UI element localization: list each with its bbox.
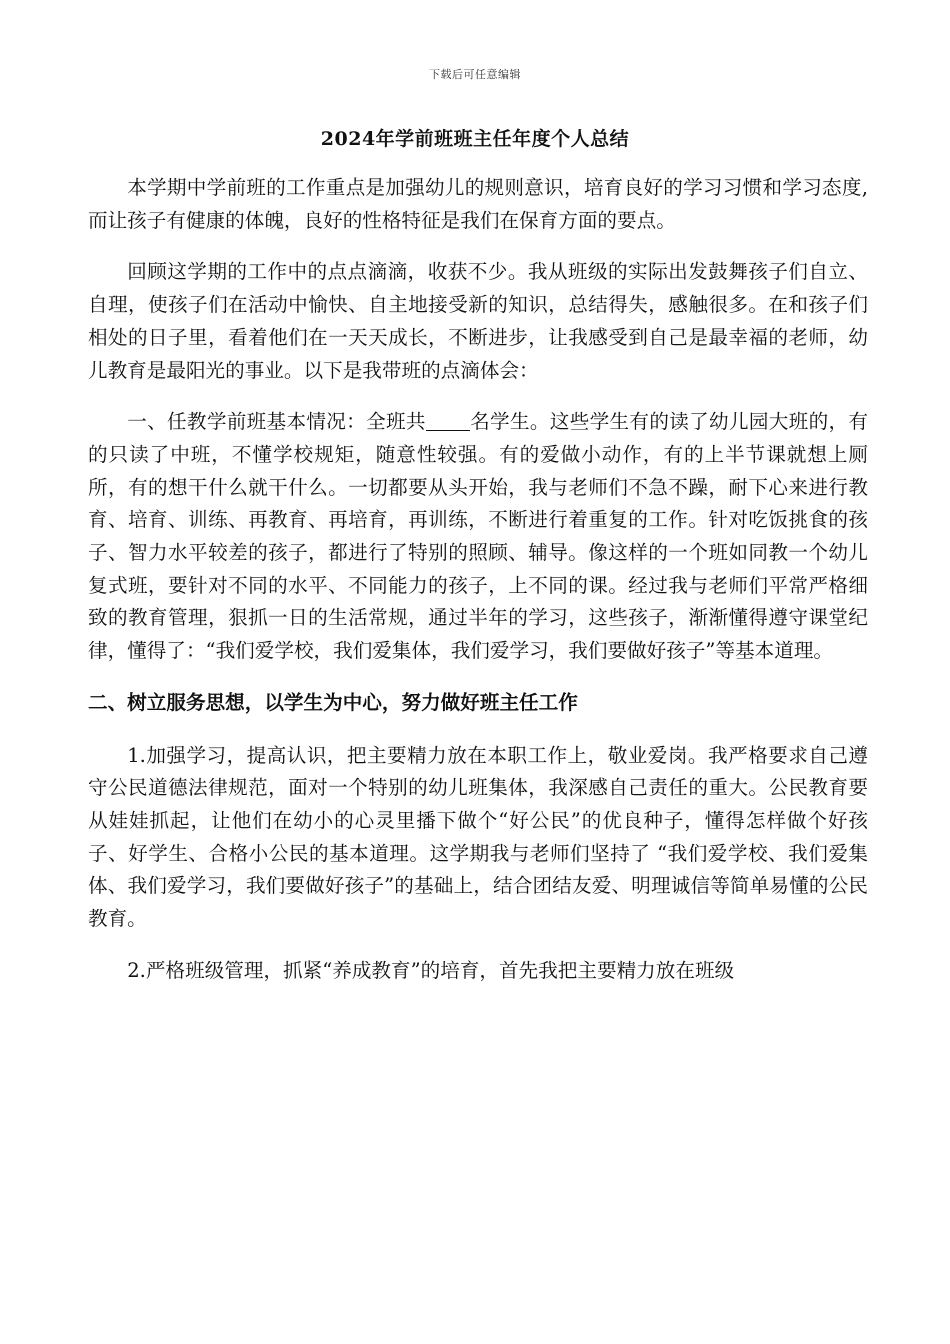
paragraph-item-two: 2.严格班级管理，抓紧“养成教育”的培育，首先我把主要精力放在班级	[127, 958, 735, 982]
paragraph-section-one	[88, 406, 868, 668]
section-one-text-start: 一、任教学前班基本情况：全班共	[127, 410, 426, 434]
section-two-heading: 二、树立服务思想，以学生为中心，努力做好班主任工作	[88, 690, 578, 714]
paragraph-item-one: 1.加强学习，提高认识，把主要精力放在本职工作上，敬业爱岗。我严格要求自己遵守公民道德法律规范，面对一个特别的幼儿班集体，我深感自己责任的重大。公民教育要从娃娃抓起，让他们在幼小的心灵里播下做个“好公民”的优良种子，懂得怎样做个好孩子、好学生、合格小公民的基本道理。这学期我与老师们坚持了 “我们爱学校、我们爱集体、我们爱学习，我们要做好孩子”的基础上，结合团结友爱、明理诚信等简单易懂的公民教育。	[88, 743, 868, 931]
paragraph-review: 回顾这学期的工作中的点点滴滴，收获不少。我从班级的实际出发鼓舞孩子们自立、自理，使孩子们在活动中愉快、自主地接受新的知识，总结得失，感触很多。在和孩子们相处的日子里，看着他们在一天天成长，不断进步，让我感受到自己是最幸福的老师，幼儿教育是最阳光的事业。以下是我带班的点滴体会：	[88, 260, 868, 382]
student-count-blank	[426, 411, 470, 432]
paragraph-intro: 本学期中学前班的工作重点是加强幼儿的规则意识，培育良好的学习习惯和学习态度,而让孩子有健康的体魄，良好的性格特征是我们在保育方面的要点。	[88, 176, 868, 232]
header-note: 下载后可任意编辑	[429, 68, 521, 81]
document-body	[88, 172, 868, 1006]
document-title: 2024年学前班班主任年度个人总结	[320, 128, 630, 150]
section-one-text-rest: 名学生。这些学生有的读了幼儿园大班的，有的只读了中班，不懂学校规矩，随意性较强。有的爱做小动作，有的上半节课就想上厕所，有的想干什么就干什么。一切都要从头开始，我与老师们不急不躁，耐下心来进行教育、培育、训练、再教育、再培育，再训练，不断进行着重复的工作。针对吃饭挑食的孩子、智力水平较差的孩子，都进行了特别的照顾、辅导。像这样的一个班如同教一个幼儿复式班，要针对不同的水平、不同能力的孩子，上不同的课。经过我与老师们平常严格细致的教育管理，狠抓一日的生活常规，通过半年的学习，这些孩子，渐渐懂得遵守课堂纪律，懂得了：“我们爱学校，我们爱集体，我们爱学习，我们要做好孩子”等基本道理。	[88, 410, 869, 663]
